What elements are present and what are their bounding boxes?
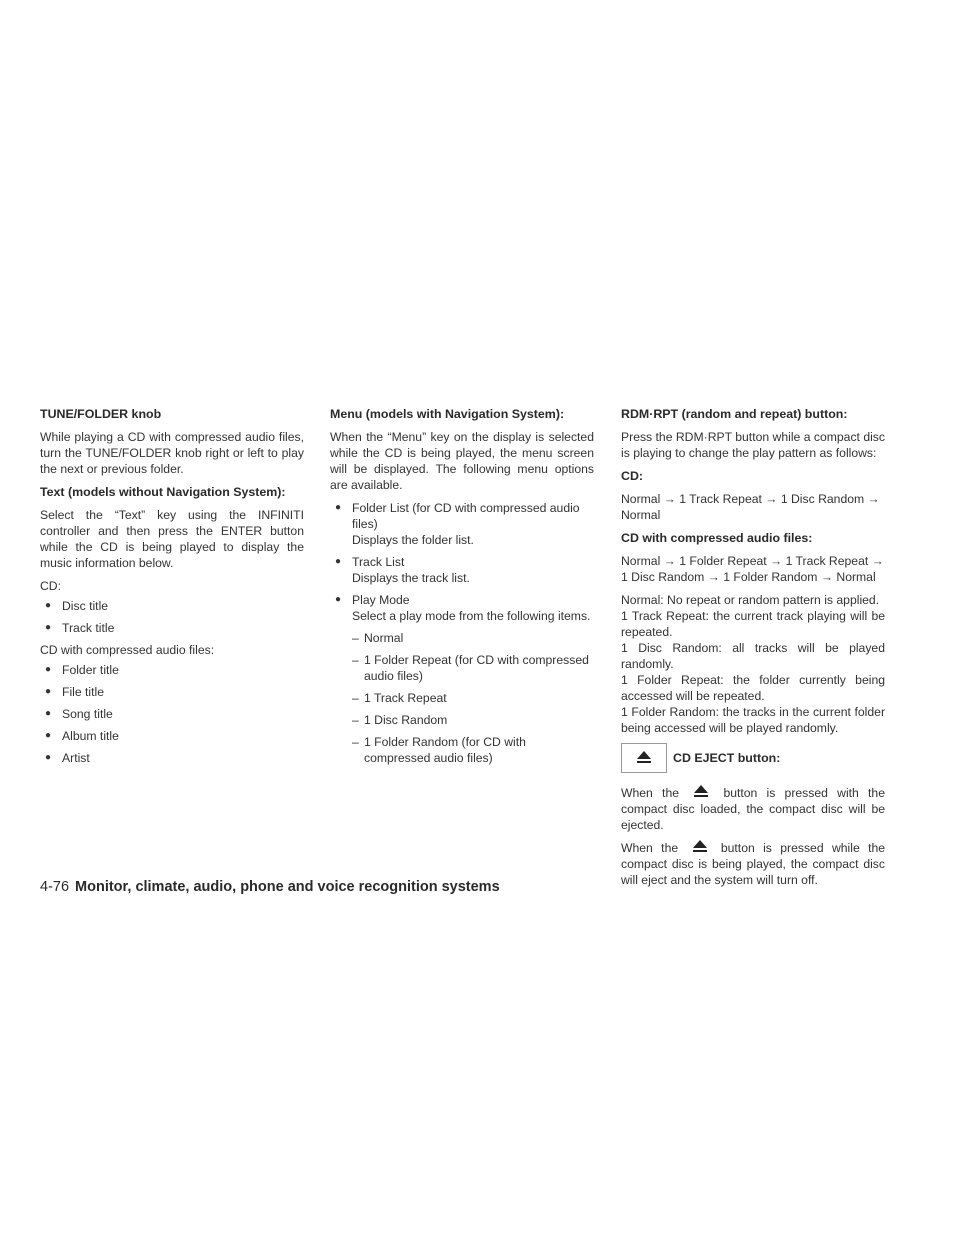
menu-option-desc: Displays the folder list. [352, 533, 474, 547]
list-item: ● Song title [40, 706, 304, 722]
page-number: 4-76 [40, 879, 70, 895]
heading-cd-eject-button: CD EJECT button: [673, 751, 781, 765]
list-item: ● Folder title [40, 662, 304, 678]
heading-rdm-rpt-button: RDM·RPT (random and repeat) button: [621, 407, 848, 421]
definition-track-repeat: 1 Track Repeat: the current track playing will be repeated. [621, 609, 885, 639]
cd-play-sequence: Normal → 1 Track Repeat → 1 Disc Random → Normal [621, 492, 880, 522]
column-left [40, 406, 304, 772]
list-item: – 1 Folder Repeat (for CD with compressed audio files) [330, 652, 594, 684]
list-item: ● Track title [40, 620, 304, 636]
cd-label: CD: [40, 579, 61, 593]
list-item [330, 592, 594, 624]
list-item: ● File title [40, 684, 304, 700]
definition-normal: Normal: No repeat or random pattern is applied. [621, 593, 880, 607]
list-item: – 1 Folder Random (for CD with compressed audio files) [330, 734, 594, 766]
page-footer [40, 877, 940, 897]
eject-icon [687, 840, 713, 854]
heading-tune-folder-knob: TUNE/FOLDER knob [40, 407, 162, 421]
compressed-info-list [40, 662, 304, 766]
heading-menu-with-navigation: Menu (models with Navigation System): [330, 407, 565, 421]
rdm-rpt-description: Press the RDM·RPT button while a compact disc is playing to change the play pattern as follows: [621, 430, 885, 460]
list-item: – 1 Disc Random [330, 712, 594, 728]
menu-description: When the “Menu” key on the display is selected while the CD is being played, the menu screen will be displayed. The following menu options are available. [330, 430, 594, 492]
menu-option-desc: Displays the track list. [352, 571, 470, 585]
list-item [330, 500, 594, 548]
column-right [621, 406, 885, 895]
list-item: – Normal [330, 630, 594, 646]
compressed-play-sequence: Normal → 1 Folder Repeat → 1 Track Repeat → 1 Disc Random → 1 Folder Random → Normal [621, 554, 884, 584]
column-middle [330, 406, 594, 772]
menu-option-desc: Select a play mode from the following items. [352, 609, 591, 623]
list-item [330, 554, 594, 586]
chapter-title: Monitor, climate, audio, phone and voice recognition systems [75, 879, 500, 895]
eject-icon [621, 743, 667, 773]
compressed-label: CD with compressed audio files: [40, 643, 215, 657]
tune-folder-description: While playing a CD with compressed audio files, turn the TUNE/FOLDER knob right or left to play the next or previous folder. [40, 430, 304, 476]
menu-option-label: ● Track List [352, 555, 405, 569]
eject-description-1: When the button is pressed with the compact disc loaded, the compact disc will be ejected. [621, 786, 885, 832]
cd-info-list [40, 598, 304, 636]
menu-options-list [330, 500, 594, 624]
heading-compressed-audio: CD with compressed audio files: [621, 531, 813, 545]
eject-description-2: When the button is pressed while the compact disc is being played, the compact disc will eject and the system will turn off. [621, 841, 886, 887]
definition-disc-random: 1 Disc Random: all tracks will be played randomly. [621, 641, 885, 671]
definition-folder-random: 1 Folder Random: the tracks in the current folder being accessed will be played randomly. [621, 705, 885, 735]
eject-heading-row [621, 743, 885, 773]
text-key-description: Select the “Text” key using the INFINITI controller and then press the ENTER button while the CD is being played to display the music information below. [40, 508, 304, 570]
menu-option-label: ● Folder List (for CD with compressed audio files) [352, 501, 580, 531]
list-item: ● Album title [40, 728, 304, 744]
list-item: ● Artist [40, 750, 304, 766]
heading-cd: CD: [621, 469, 644, 483]
list-item: – 1 Track Repeat [330, 690, 594, 706]
play-mode-definitions [621, 592, 885, 736]
play-mode-list [330, 630, 594, 766]
eject-icon [688, 785, 714, 799]
heading-text-without-navigation: Text (models without Navigation System): [40, 485, 286, 499]
menu-option-label: ● Play Mode [352, 593, 410, 607]
list-item: ● Disc title [40, 598, 304, 614]
definition-folder-repeat: 1 Folder Repeat: the folder currently being accessed will be repeated. [621, 673, 885, 703]
